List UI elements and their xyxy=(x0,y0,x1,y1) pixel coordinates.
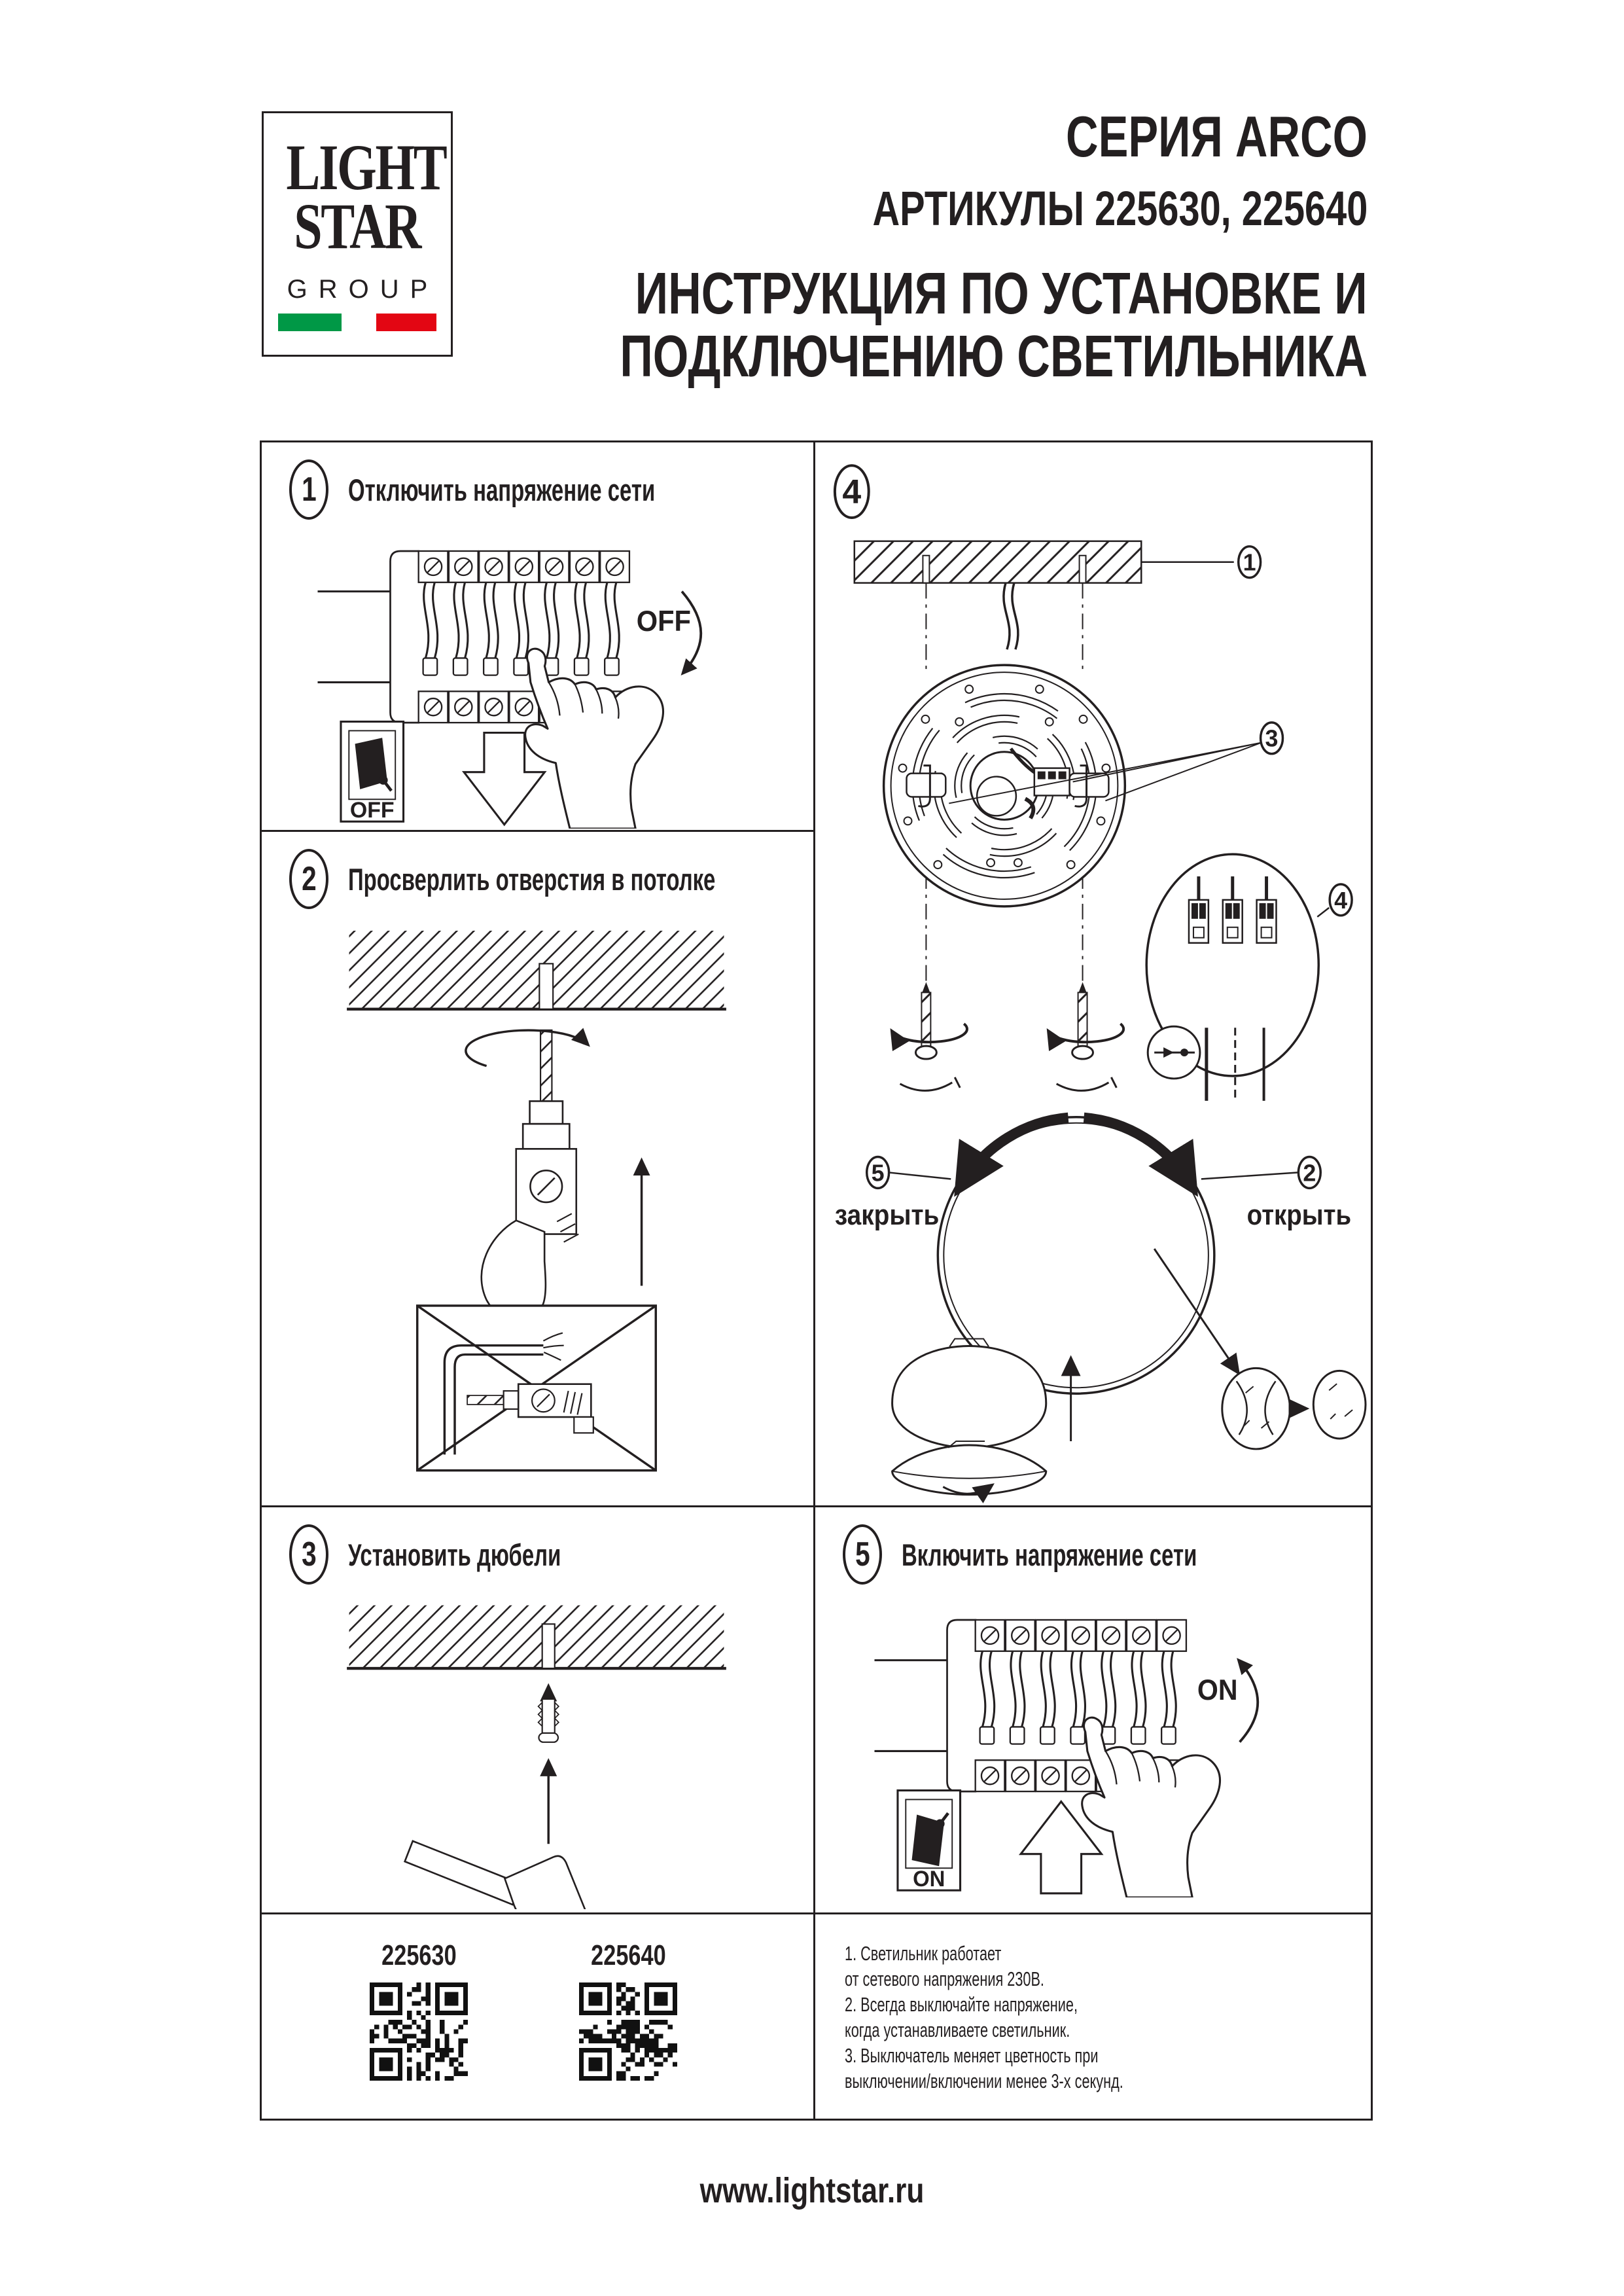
mounting-diagram xyxy=(815,442,1371,1505)
assembled-lamp xyxy=(892,1441,1046,1495)
close-label: закрыть xyxy=(834,1199,940,1232)
website-url: www.lightstar.ru xyxy=(699,2171,925,2210)
callout-ceiling-badge: 1 xyxy=(1243,549,1256,576)
step-1-number-badge: 1 xyxy=(289,459,328,520)
lamp-base-plate xyxy=(884,665,1125,906)
mounting-screws xyxy=(892,982,1124,1090)
step-1-title: Отключить напряжение сети xyxy=(348,472,656,507)
instruction-title-line1: ИНСТРУКЦИЯ ПО УСТАНОВКЕ И xyxy=(635,261,1368,327)
open-label: открыть xyxy=(1246,1199,1352,1232)
callout-close-badge: 5 xyxy=(871,1160,885,1187)
panel-step-1 xyxy=(262,442,813,830)
ceiling-hatch xyxy=(349,931,724,1009)
drilled-hole xyxy=(539,963,553,1009)
note-line: 2. Всегда выключайте напряжение, xyxy=(845,1993,1078,2016)
step-5-title: Включить напряжение сети xyxy=(902,1537,1197,1572)
no-hidden-wiring-warning xyxy=(417,1306,656,1471)
panel-step-4 xyxy=(815,442,1371,1505)
step-3-title: Установить дюбели xyxy=(348,1537,561,1572)
turn-on-arrow xyxy=(1239,1660,1258,1742)
step-2-header xyxy=(289,849,873,909)
step-3-header xyxy=(289,1524,652,1585)
qr-code-225640 xyxy=(579,1982,677,2081)
step-3-number-badge: 3 xyxy=(289,1524,328,1585)
hand-pushing-switch xyxy=(1082,1717,1220,1897)
step-5-number-badge: 5 xyxy=(843,1524,882,1585)
callout-open-badge: 2 xyxy=(1303,1160,1316,1187)
drill-ceiling-illustration xyxy=(321,914,752,1482)
hammer xyxy=(405,1841,586,1909)
panel-step-5 xyxy=(815,1507,1371,1912)
hand-pulling-switch xyxy=(525,649,663,829)
articles-line: АРТИКУЛЫ 225630, 225640 xyxy=(872,181,1368,236)
dowel-hammer-illustration xyxy=(321,1591,752,1909)
panel-qr-codes xyxy=(262,1914,813,2121)
step-2-number-badge: 2 xyxy=(289,849,328,909)
off-label: OFF xyxy=(636,605,691,637)
note-line: 3. Выключатель меняет цветность при xyxy=(845,2044,1099,2067)
note-line: от сетевого напряжения 230В. xyxy=(845,1967,1044,1990)
logo-group-text: GROUP xyxy=(287,275,439,304)
hole xyxy=(542,1624,555,1668)
logo-light-text: LIGHT xyxy=(286,131,446,204)
note-line: когда устанавливаете светильник. xyxy=(845,2018,1070,2041)
breaker-off-illustration xyxy=(308,516,762,829)
rocker-switch-off-icon xyxy=(341,722,404,823)
panel-step-3 xyxy=(262,1507,813,1912)
step-2-title: Просверлить отверстия в потолке xyxy=(348,861,716,897)
callout-connector-badge: 4 xyxy=(1334,887,1348,914)
dowel xyxy=(538,1699,559,1742)
rocker-off-label: OFF xyxy=(349,798,395,823)
callout-mount-badge: 3 xyxy=(1265,725,1279,752)
note-line: выключении/включении менее 3-х секунд. xyxy=(845,2070,1123,2092)
step-4-number-badge: 4 xyxy=(842,473,862,511)
ceiling-hatch xyxy=(349,1605,724,1668)
ceiling-hatch xyxy=(855,541,1141,583)
article-right-label: 225640 xyxy=(590,1939,666,1971)
drill-body xyxy=(482,1101,578,1319)
rocker-switch-on-icon xyxy=(898,1791,961,1892)
instruction-title-line2: ПОДКЛЮЧЕНИЮ СВЕТИЛЬНИКА xyxy=(620,324,1368,389)
logo-star-text: STAR xyxy=(294,190,421,262)
rotation-arrow xyxy=(466,1030,588,1066)
note-line: 1. Светильник работает xyxy=(845,1942,1002,1965)
breaker-on-illustration xyxy=(864,1585,1318,1897)
rocker-on-label: ON xyxy=(913,1867,945,1892)
lightstar-logo xyxy=(262,111,453,357)
on-label: ON xyxy=(1197,1674,1238,1706)
wire-connector-detail xyxy=(1146,854,1352,1101)
step-1-header xyxy=(289,459,786,520)
series-title: СЕРИЯ ARCO xyxy=(1066,104,1368,169)
drill-bit xyxy=(540,1030,552,1102)
panel-step-2 xyxy=(262,832,813,1505)
panel-notes xyxy=(815,1914,1371,2121)
article-left-label: 225630 xyxy=(381,1939,457,1971)
step-5-header xyxy=(843,1524,1324,1585)
qr-code-225630 xyxy=(370,1982,468,2081)
